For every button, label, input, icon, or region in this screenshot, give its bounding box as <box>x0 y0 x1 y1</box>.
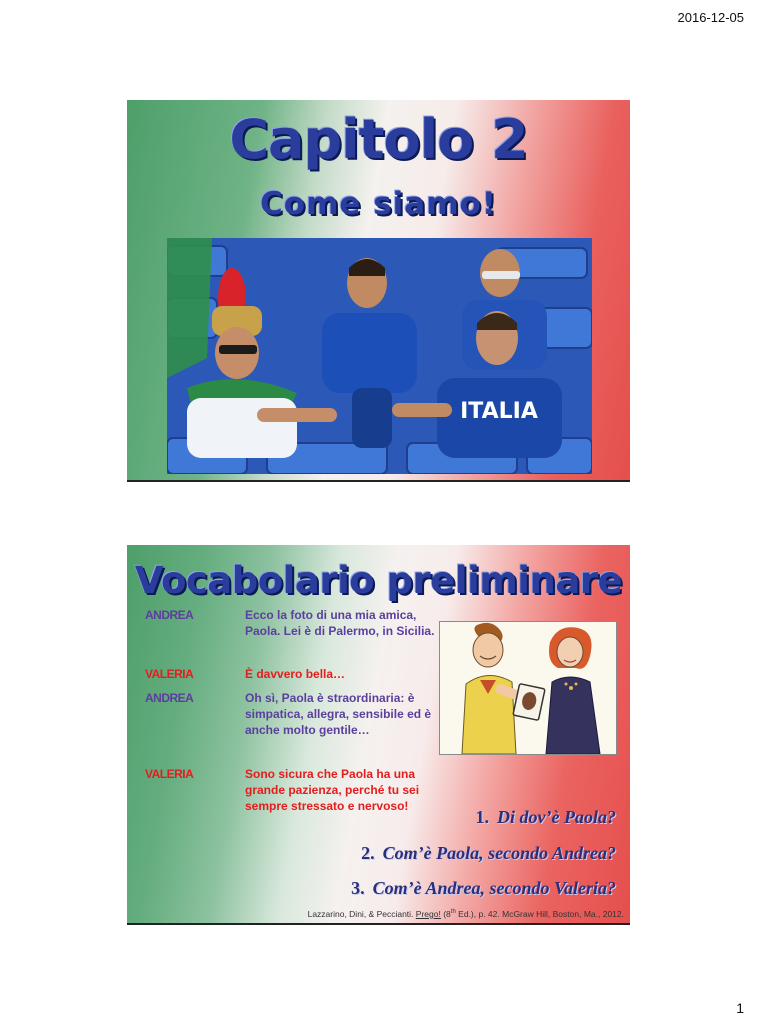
slide-vocabolario <box>127 545 630 925</box>
question-text: Com’è Andrea, secondo Valeria? <box>372 878 616 898</box>
question-number: 2. <box>361 843 375 863</box>
question-2 <box>361 843 616 864</box>
question-3 <box>351 878 616 899</box>
header-date: 2016-12-05 <box>677 10 744 25</box>
question-text: Di dov’è Paola? <box>497 807 616 827</box>
dialogue-text: Ecco la foto di una mia amica, Paola. Lei è di Palermo, in Sicilia. <box>245 608 435 638</box>
italian-fans-photo <box>167 238 592 474</box>
question-text: Com’è Paola, secondo Andrea? <box>382 843 616 863</box>
citation-edition-sup: th <box>450 909 456 916</box>
page-number: 1 <box>736 1000 744 1016</box>
question-1 <box>476 807 616 828</box>
dialogue-text: Sono sicura che Paola ha una grande pazienza, perché tu sei sempre stressato e nervoso! <box>245 767 420 813</box>
andrea-valeria-illustration <box>439 621 617 755</box>
question-number: 3. <box>351 878 365 898</box>
citation <box>308 909 624 919</box>
speaker-label: ANDREA <box>145 691 194 705</box>
speaker-label: ANDREA <box>145 608 194 622</box>
slide-title: Vocabolario preliminare <box>134 559 623 602</box>
speaker-label: VALERIA <box>145 767 194 781</box>
dialogue-text: Oh sì, Paola è straordinaria: è simpatica, allegra, sensibile ed è anche molto gentile… <box>245 691 432 737</box>
speaker-label: VALERIA <box>145 667 194 681</box>
citation-book: Prego! <box>415 909 441 919</box>
citation-edition-post: Ed.), p. 42. McGraw Hill, Boston, Ma., 2012. <box>458 909 624 919</box>
slide-subtitle: Come siamo! <box>260 186 497 222</box>
slide-capitolo <box>127 100 630 482</box>
citation-edition-pre: (8 <box>443 909 451 919</box>
italia-shirt-text: ITALIA <box>460 399 538 424</box>
citation-authors: Lazzarino, Dini, & Peccianti. <box>307 909 414 919</box>
dialogue-text: È davvero bella… <box>245 667 346 681</box>
slide-title: Capitolo 2 <box>229 108 528 171</box>
question-number: 1. <box>475 807 490 827</box>
